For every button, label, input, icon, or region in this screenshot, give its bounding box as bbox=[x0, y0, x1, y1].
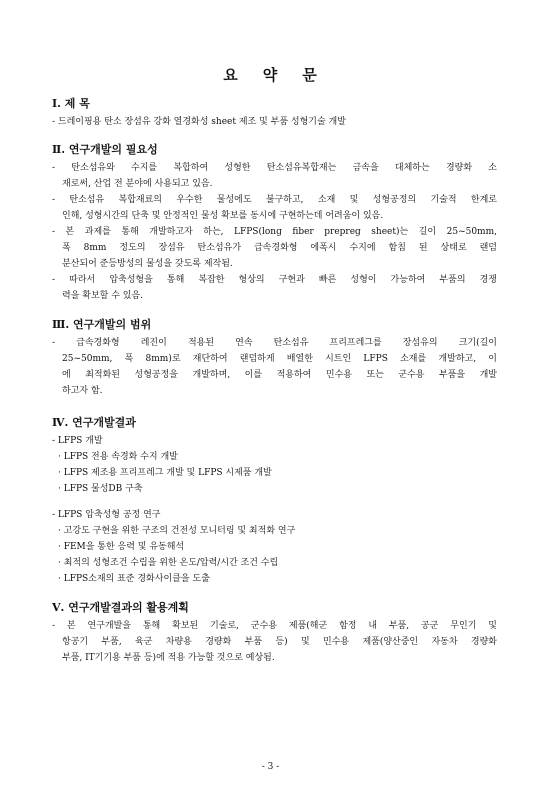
text-line: - 드레이핑용 탄소 장섬유 강화 열경화성 sheet 제조 및 부품 성형기술 개발 bbox=[52, 117, 346, 127]
title-char-1: 요 bbox=[223, 66, 239, 84]
text-line: · LFPS소재의 표준 경화사이클을 도출 bbox=[58, 574, 210, 584]
section-body bbox=[52, 335, 497, 399]
section-body bbox=[52, 618, 497, 666]
section-title bbox=[52, 97, 497, 130]
text-line: - 급속경화형 레진이 적용된 연속 탄소섬유 프리프레그를 장섬유의 크기(길이 bbox=[52, 338, 497, 348]
text-line: 폭 8mm 정도의 장섬유 탄소섬유가 급속경화형 에폭시 수지에 함침 된 상태로 랜덤 bbox=[62, 243, 497, 253]
text-line: · LFPS 전용 속경화 수지 개발 bbox=[58, 452, 178, 462]
section-heading: Ⅴ. 연구개발결과의 활용계획 bbox=[52, 601, 189, 614]
section-body bbox=[52, 433, 497, 587]
title-char-3: 문 bbox=[302, 66, 318, 84]
text-line: - LFPS 개발 bbox=[52, 436, 103, 446]
text-line: · LFPS 물성DB 구축 bbox=[58, 484, 143, 494]
page-title bbox=[0, 64, 541, 85]
text-line: - 탄소섬유와 수지를 복합하여 성형한 탄소섬유복합재는 금속을 대체하는 경량화 소 bbox=[52, 163, 497, 173]
section-heading: Ⅳ. 연구개발결과 bbox=[52, 416, 136, 429]
section-body bbox=[52, 160, 497, 304]
section-heading: Ⅱ. 연구개발의 필요성 bbox=[52, 143, 158, 156]
text-line: 부품, IT기기용 부품 등)에 적용 가능할 것으로 예상됨. bbox=[62, 653, 275, 663]
text-line: 에 최적화된 성형공정을 개발하며, 이를 적용하여 민수용 또는 군수용 부품을 개발 bbox=[62, 370, 497, 380]
text-line: · LFPS 제조용 프리프레그 개발 및 LFPS 시제품 개발 bbox=[58, 468, 272, 478]
text-line: · FEM을 통한 응력 및 유동해석 bbox=[58, 542, 185, 552]
text-line: 하고자 함. bbox=[62, 386, 103, 396]
text-line: - LFPS 압축성형 공정 연구 bbox=[52, 510, 161, 520]
text-line: 분산되어 준등방성의 물성을 갖도록 제작됨. bbox=[62, 259, 233, 269]
text-line: - 따라서 압축성형을 통해 복잡한 형상의 구현과 빠른 성형이 가능하여 부품의 경쟁 bbox=[52, 275, 497, 285]
text-line: - 본 과제를 통해 개발하고자 하는, LFPS(long fiber prepreg sheet)는 길이 25~50mm, bbox=[52, 227, 497, 237]
text-line bbox=[52, 497, 497, 507]
section-heading: Ⅲ. 연구개발의 범위 bbox=[52, 318, 152, 331]
text-line: 재로써, 산업 전 분야에 사용되고 있음. bbox=[62, 179, 213, 189]
page-number: - 3 - bbox=[261, 762, 280, 772]
text-line: 인해, 성형시간의 단축 및 안정적인 물성 확보를 동시에 구현하는데 어려움이 있음. bbox=[62, 211, 384, 221]
text-line: 항공기 부품, 육군 차량용 경량화 부품 등) 및 민수용 제품(양산중인 자동차 경량화 bbox=[62, 637, 497, 647]
section-heading: Ⅰ. 제 목 bbox=[52, 97, 90, 110]
text-line: 력을 확보할 수 있음. bbox=[62, 291, 143, 301]
text-line: - 탄소섬유 복합재료의 우수한 물성에도 불구하고, 소재 및 성형공정의 기술적 한계로 bbox=[52, 195, 497, 205]
text-line: 25~50mm, 폭 8mm)로 재단하여 랜덤하게 배열한 시트인 LFPS 소재를 개발하고, 이 bbox=[62, 354, 497, 364]
text-line: · 최적의 성형조건 수립을 위한 온도/압력/시간 조건 수립 bbox=[58, 558, 279, 568]
title-char-2: 약 bbox=[262, 66, 279, 84]
text-line: - 본 연구개발을 통해 확보된 기술로, 군수용 제품(해군 함정 내 부품, 공군 무인기 및 bbox=[52, 621, 497, 631]
section-utilization bbox=[52, 601, 497, 666]
section-necessity bbox=[52, 143, 497, 304]
section-scope bbox=[52, 318, 497, 399]
text-line: · 고강도 구현을 위한 구조의 건전성 모니터링 및 최적화 연구 bbox=[58, 526, 296, 536]
section-results bbox=[52, 416, 497, 587]
section-body bbox=[52, 114, 497, 130]
